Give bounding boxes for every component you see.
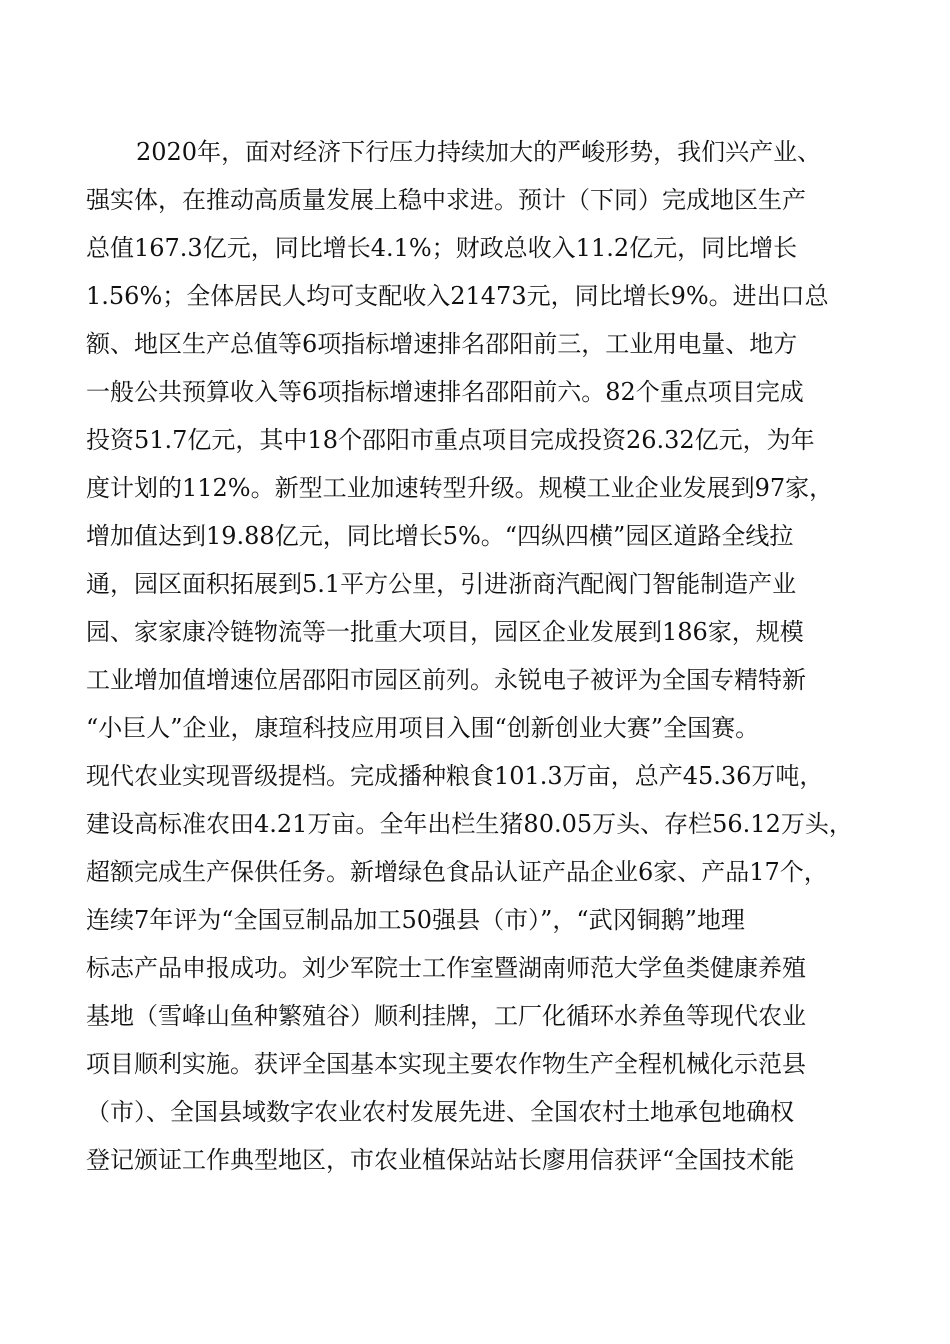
paragraph-line: 度计划的112%。新型工业加速转型升级。规模工业企业发展到97家，	[86, 474, 834, 502]
paragraph-line: 建设高标准农田4.21万亩。全年出栏生猪80.05万头、存栏56.12万头，	[86, 810, 853, 838]
paragraph-line: 一般公共预算收入等6项指标增速排名邵阳前六。82个重点项目完成	[86, 378, 804, 406]
paragraph-line: 连续7年评为“全国豆制品加工50强县（市）”，“武冈铜鹅”地理	[86, 906, 745, 934]
paragraph-line: 1.56%；全体居民人均可支配收入21473元，同比增长9%。进出口总	[86, 282, 829, 310]
paragraph-line: 项目顺利实施。获评全国基本实现主要农作物生产全程机械化示范县	[86, 1050, 806, 1078]
paragraph-line: 现代农业实现晋级提档。完成播种粮食101.3万亩，总产45.36万吨，	[86, 762, 824, 790]
paragraph-line: 登记颁证工作典型地区，市农业植保站站长廖用信获评“全国技术能	[86, 1146, 795, 1174]
paragraph-line: 园、家家康冷链物流等一批重大项目，园区企业发展到186家，规模	[86, 618, 804, 646]
paragraph-line: 标志产品申报成功。刘少军院士工作室暨湖南师范大学鱼类健康养殖	[86, 954, 806, 982]
paragraph-line: 超额完成生产保供任务。新增绿色食品认证产品企业6家、产品17个，	[86, 858, 828, 886]
paragraph-line: （市）、全国县域数字农业农村发展先进、全国农村土地承包地确权	[86, 1098, 794, 1126]
paragraph-line: 通，园区面积拓展到5.1平方公里，引进浙商汽配阀门智能制造产业	[86, 570, 797, 598]
paragraph-line: 额、地区生产总值等6项指标增速排名邵阳前三，工业用电量、地方	[86, 330, 798, 358]
paragraph-line: 工业增加值增速位居邵阳市园区前列。永锐电子被评为全国专精特新	[86, 666, 806, 694]
body-paragraph	[86, 128, 886, 1184]
paragraph-line: 投资51.7亿元，其中18个邵阳市重点项目完成投资26.32亿元，为年	[86, 426, 815, 454]
paragraph-line: 强实体，在推动高质量发展上稳中求进。预计（下同）完成地区生产	[86, 186, 806, 214]
paragraph-line: 增加值达到19.88亿元，同比增长5%。“四纵四横”园区道路全线拉	[86, 522, 794, 550]
paragraph-line: 总值167.3亿元，同比增长4.1%；财政总收入11.2亿元，同比增长	[86, 234, 798, 262]
paragraph-line: “小巨人”企业，康瑄科技应用项目入围“创新创业大赛”全国赛。	[86, 714, 760, 742]
paragraph-line: 基地（雪峰山鱼种繁殖谷）顺利挂牌，工厂化循环水养鱼等现代农业	[86, 1002, 806, 1030]
paragraph-line: 2020年，面对经济下行压力持续加大的严峻形势，我们兴产业、	[136, 138, 822, 166]
